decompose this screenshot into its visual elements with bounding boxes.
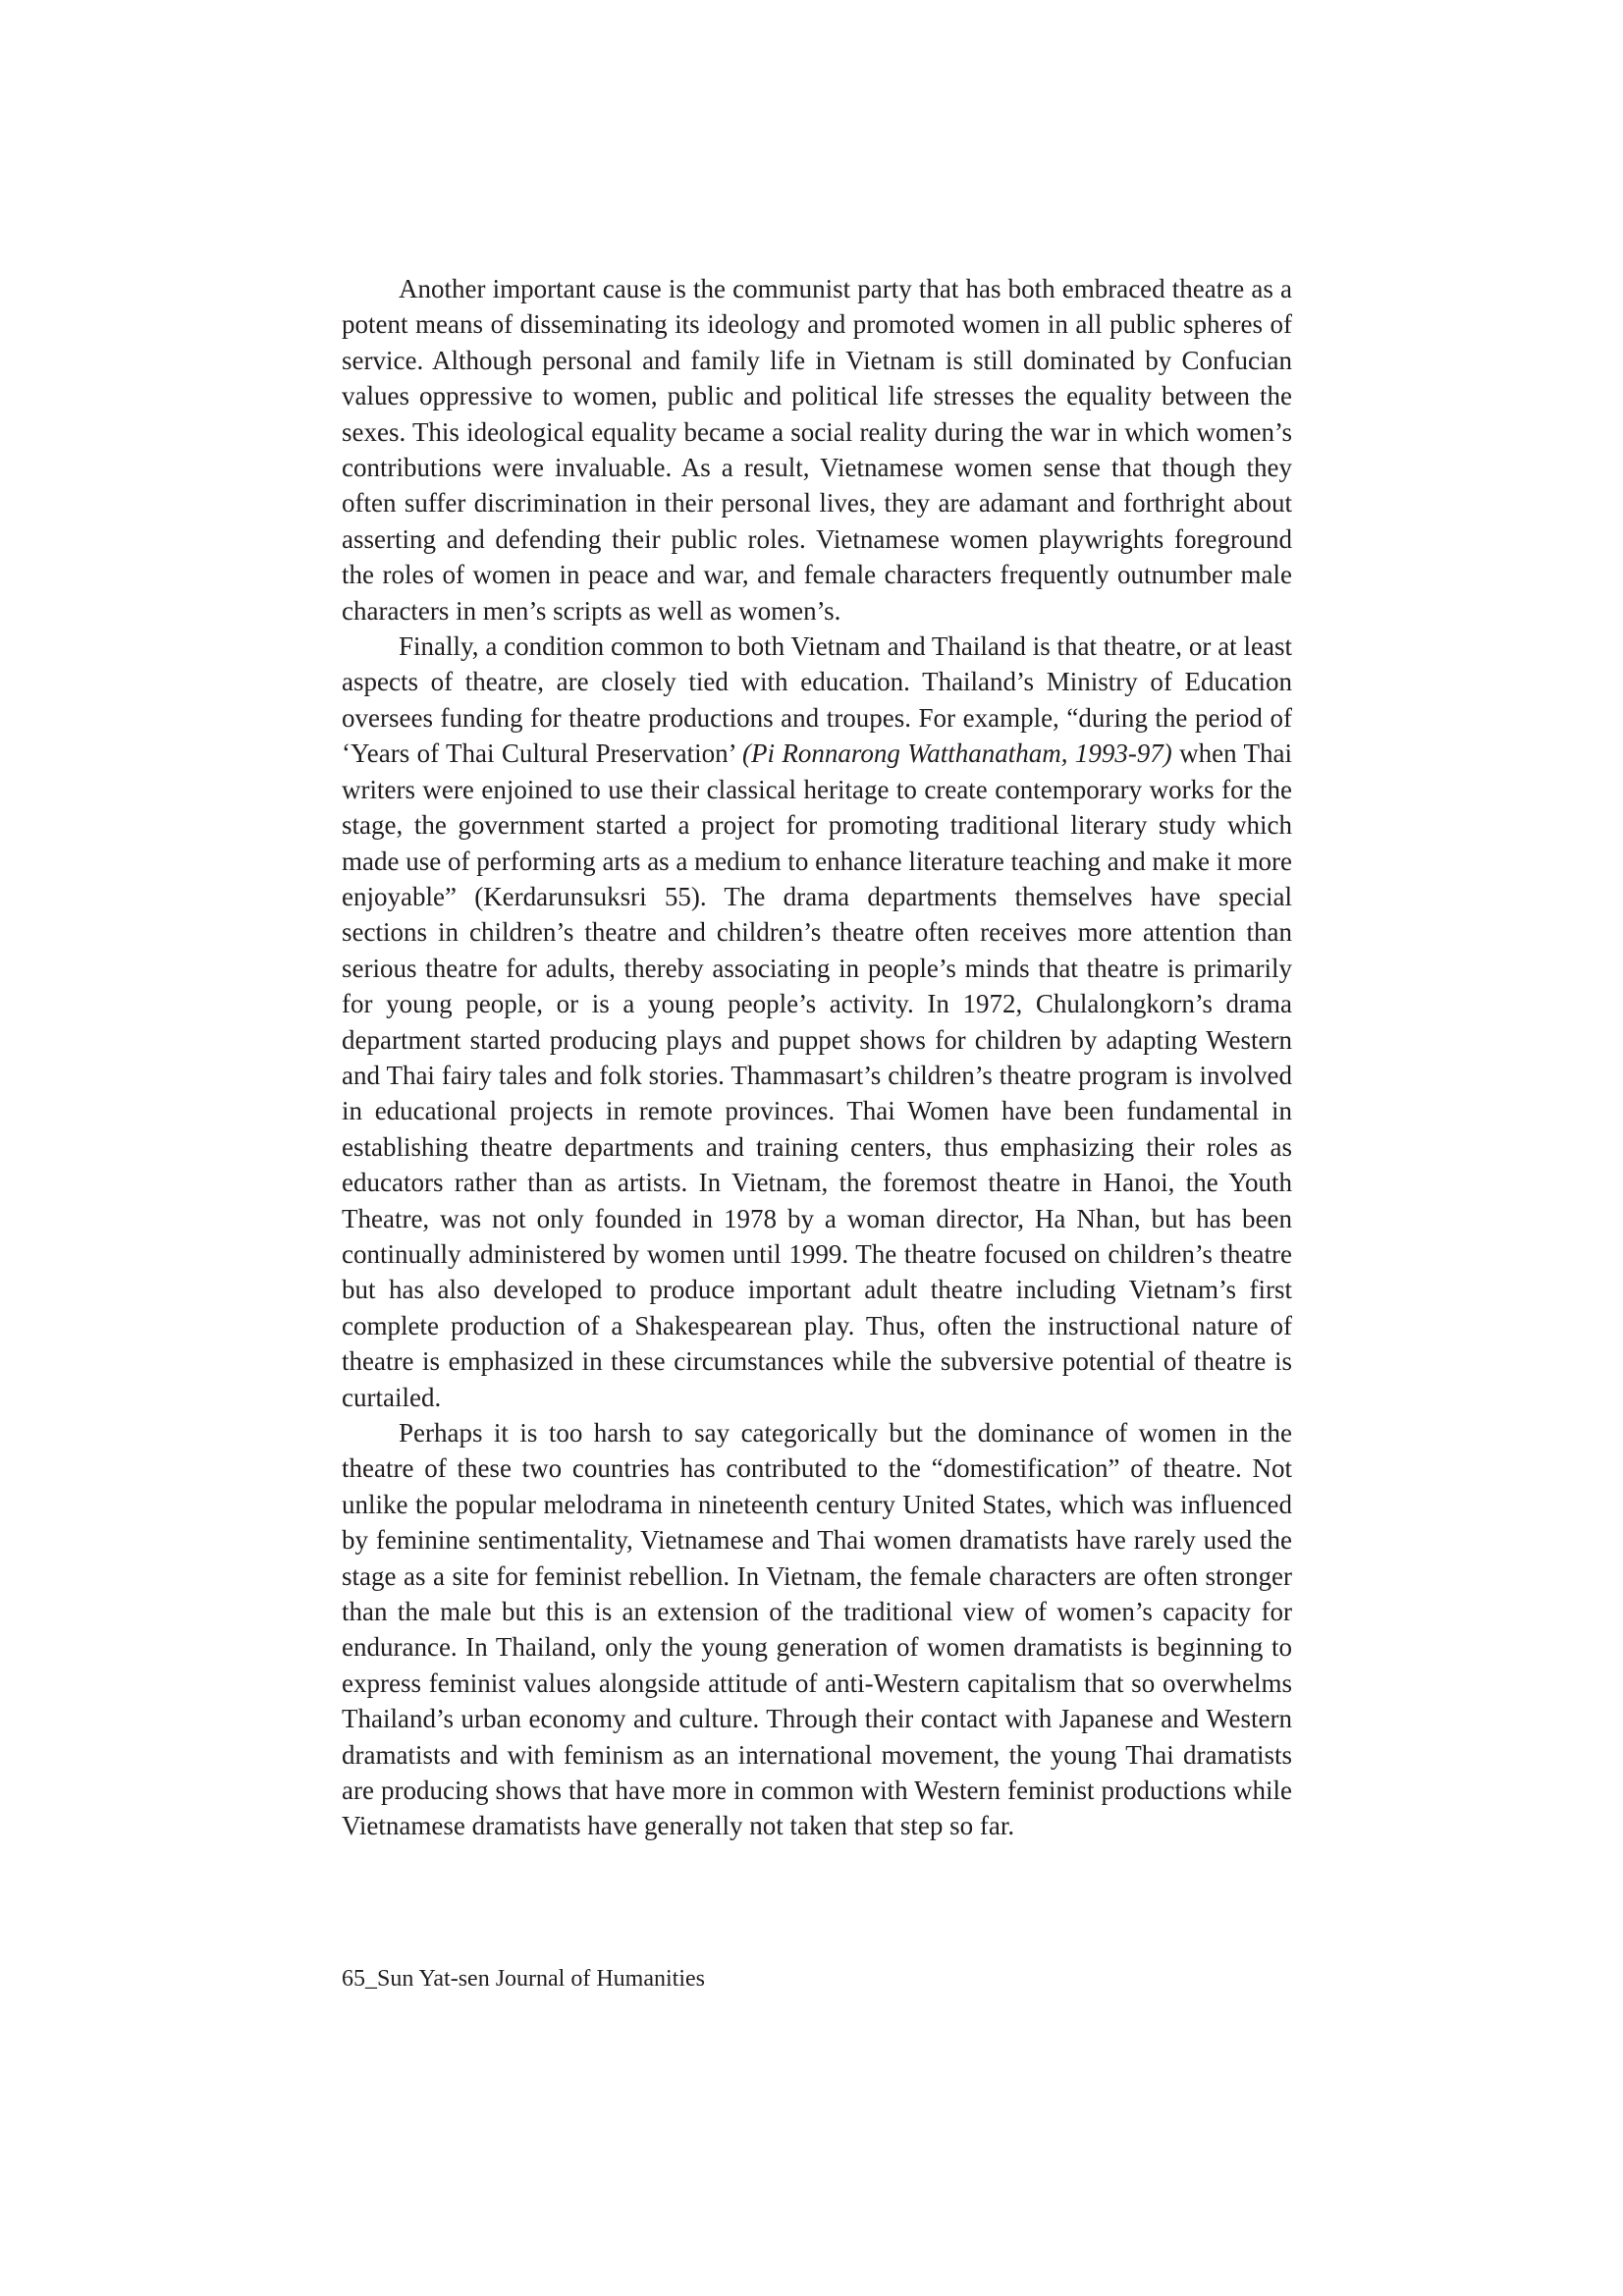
paragraph-text: when Thai writers were enjoined to use their classical heritage to create contemporary works for the stage, the government started a project for promoting traditional literary study which made use of performing arts as a medium to enhance literature teaching and make it more enjoyable” (Kerdarunsuksri 55). The drama departments themselves have special sections in children’s theatre and children’s theatre often receives more attention than serious theatre for adults, thereby associating in people’s minds that theatre is primarily for young people, or is a young people’s activity. In 1972, Chulalongkorn’s drama department started producing plays and puppet shows for children by adapting Western and Thai fairy tales and folk stories. Thammasart’s children’s theatre program is involved in educational projects in remote provinces. Thai Women have been fundamental in establishing theatre departments and training centers, thus emphasizing their roles as educators rather than as artists. In Vietnam, the foremost theatre in Hanoi, the Youth Theatre, was not only founded in 1978 by a woman director, Ha Nhan, but has been continually administered by women until 1999. The theatre focused on children’s theatre but has also developed to produce important adult theatre including Vietnam’s first complete production of a Shakespearean play. Thus, often the instructional nature of theatre is emphasized in these circumstances while the subversive potential of theatre is curtailed. xyxy=(342,738,1293,1412)
page-footer xyxy=(342,1964,705,1994)
italic-citation: (Pi Ronnarong Watthanatham, 1993-97) xyxy=(741,738,1172,769)
paragraph-text: Perhaps it is too harsh to say categorically but the dominance of women in the theatre of these two countries has contributed to the “domestification” of theatre. Not unlike the popular melodrama in nineteenth century United States, which was influenced by feminine sentimentality, Vietnamese and Thai women dramatists have rarely used the stage as a site for feminist rebellion. In Vietnam, the female characters are often stronger than the male but this is an extension of the traditional view of women’s capacity for endurance. In Thailand, only the young generation of women dramatists is beginning to express feminist values alongside attitude of anti-Western capitalism that so overwhelms Thailand’s urban economy and culture. Through their contact with Japanese and Western dramatists and with feminism as an international movement, the young Thai dramatists are producing shows that have more in common with Western feminist productions while Vietnamese dramatists have generally not taken that step so far. xyxy=(342,1418,1292,1841)
paragraph-communist-party xyxy=(342,271,1292,629)
article-body xyxy=(342,271,1292,1844)
paragraph-text: Another important cause is the communist party that has both embraced theatre as a potent means of disseminating its ideology and promoted women in all public spheres of service. Although personal and family life in Vietnam is still dominated by Confucian values oppressive to women, public and political life stresses the equality between the sexes. This ideological equality became a social reality during the war in which women’s contributions were invaluable. As a result, Vietnamese women sense that though they often suffer discrimination in their personal lives, they are adamant and forthright about asserting and defending their public roles. Vietnamese women playwrights foreground the roles of women in peace and war, and female characters frequently outnumber male characters in men’s scripts as well as women’s. xyxy=(342,274,1292,626)
paragraph-text: Finally, a condition common to both Vietnam and Thailand is that theatre, or at least aspects of theatre, are closely tied with education. Thailand’s Ministry of Education oversees funding for theatre productions and troupes. For example, “during the period of ‘Years of Thai Cultural Preservation’ xyxy=(342,631,1292,769)
running-footer-text: 65_Sun Yat-sen Journal of Humanities xyxy=(342,1966,705,1992)
paragraph-education xyxy=(342,629,1292,1415)
paragraph-domestification xyxy=(342,1415,1292,1844)
